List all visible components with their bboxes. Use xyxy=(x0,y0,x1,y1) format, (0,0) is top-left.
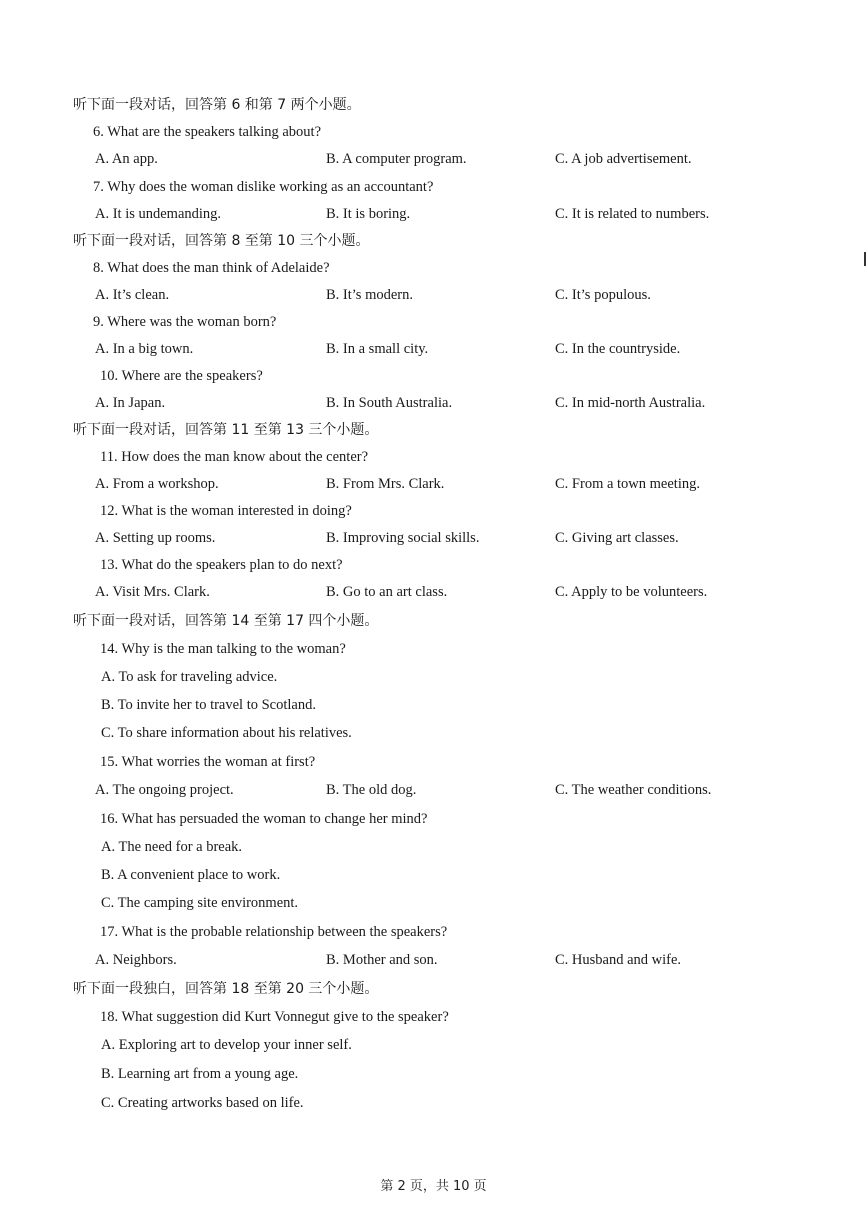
question-text: 8. What does the man think of Adelaide? xyxy=(93,260,330,276)
option-b: B. In South Australia. xyxy=(326,395,453,411)
option-c: C. Giving art classes. xyxy=(555,530,679,546)
option-c: C. Apply to be volunteers. xyxy=(555,584,708,600)
section-instruction-text: 听下面一段对话，回答第 8 至第 10 三个小题。 xyxy=(73,233,370,249)
question-text: 11. How does the man know about the center? xyxy=(100,449,369,465)
option-text: C. The camping site environment. xyxy=(101,895,299,911)
question-text: 16. What has persuaded the woman to change her mind? xyxy=(100,811,428,827)
section-instruction xyxy=(0,95,867,123)
answer-options-row xyxy=(0,780,867,808)
question-stem xyxy=(0,639,867,667)
option-a: A. In a big town. xyxy=(95,341,194,357)
option-text: B. Learning art from a young age. xyxy=(101,1066,299,1082)
option-a: A. Neighbors. xyxy=(95,952,177,968)
option-b: B. A computer program. xyxy=(326,151,467,167)
answer-option-line xyxy=(0,1035,867,1063)
question-text: 10. Where are the speakers? xyxy=(100,368,263,384)
answer-option-line xyxy=(0,723,867,751)
section-instruction-text: 听下面一段独白，回答第 18 至第 20 三个小题。 xyxy=(73,981,379,997)
option-c: C. In the countryside. xyxy=(555,341,681,357)
question-text: 12. What is the woman interested in doing? xyxy=(100,503,352,519)
section-instruction-text: 听下面一段对话，回答第 6 和第 7 两个小题。 xyxy=(73,97,361,113)
section-instruction xyxy=(0,979,867,1007)
answer-option-line xyxy=(0,667,867,695)
question-text: 6. What are the speakers talking about? xyxy=(93,124,322,140)
option-b: B. From Mrs. Clark. xyxy=(326,476,445,492)
option-c: C. It’s populous. xyxy=(555,287,651,303)
section-instruction xyxy=(0,231,867,259)
answer-option-line xyxy=(0,865,867,893)
answer-options-row xyxy=(0,582,867,610)
option-c: C. In mid-north Australia. xyxy=(555,395,706,411)
answer-option-line xyxy=(0,893,867,921)
option-text: B. To invite her to travel to Scotland. xyxy=(101,697,316,713)
question-stem xyxy=(0,922,867,950)
option-b: B. It is boring. xyxy=(326,206,411,222)
option-b: B. Improving social skills. xyxy=(326,530,480,546)
option-c: C. A job advertisement. xyxy=(555,151,692,167)
answer-option-line xyxy=(0,837,867,865)
option-text: C. Creating artworks based on life. xyxy=(101,1095,304,1111)
answer-options-row xyxy=(0,149,867,177)
option-a: A. Visit Mrs. Clark. xyxy=(95,584,210,600)
option-c: C. Husband and wife. xyxy=(555,952,682,968)
answer-options-row xyxy=(0,204,867,232)
question-stem xyxy=(0,752,867,780)
option-a: A. An app. xyxy=(95,151,158,167)
option-a: A. From a workshop. xyxy=(95,476,219,492)
option-b: B. The old dog. xyxy=(326,782,417,798)
section-instruction xyxy=(0,420,867,448)
question-stem xyxy=(0,501,867,529)
question-stem xyxy=(0,177,867,205)
question-text: 15. What worries the woman at first? xyxy=(100,754,316,770)
option-c: C. It is related to numbers. xyxy=(555,206,710,222)
question-stem xyxy=(0,258,867,286)
option-text: A. To ask for traveling advice. xyxy=(101,669,278,685)
question-text: 17. What is the probable relationship between the speakers? xyxy=(100,924,448,940)
question-text: 9. Where was the woman born? xyxy=(93,314,277,330)
option-c: C. From a town meeting. xyxy=(555,476,700,492)
option-b: B. It’s modern. xyxy=(326,287,413,303)
answer-option-line xyxy=(0,1093,867,1121)
answer-option-line xyxy=(0,1064,867,1092)
answer-options-row xyxy=(0,285,867,313)
question-stem xyxy=(0,447,867,475)
question-text: 13. What do the speakers plan to do next? xyxy=(100,557,343,573)
option-b: B. Mother and son. xyxy=(326,952,438,968)
answer-options-row xyxy=(0,393,867,421)
option-a: A. It is undemanding. xyxy=(95,206,222,222)
option-text: B. A convenient place to work. xyxy=(101,867,281,883)
option-b: B. Go to an art class. xyxy=(326,584,448,600)
answer-option-line xyxy=(0,695,867,723)
section-instruction-text: 听下面一段对话，回答第 11 至第 13 三个小题。 xyxy=(73,422,379,438)
option-text: C. To share information about his relatives. xyxy=(101,725,352,741)
option-text: A. Exploring art to develop your inner self. xyxy=(101,1037,352,1053)
question-stem xyxy=(0,366,867,394)
answer-options-row xyxy=(0,339,867,367)
question-text: 7. Why does the woman dislike working as an accountant? xyxy=(93,179,434,195)
question-stem xyxy=(0,809,867,837)
question-stem xyxy=(0,122,867,150)
answer-options-row xyxy=(0,950,867,978)
question-text: 14. Why is the man talking to the woman? xyxy=(100,641,346,657)
option-a: A. The ongoing project. xyxy=(95,782,234,798)
answer-options-row xyxy=(0,528,867,556)
page-footer: 第 2 页，共 10 页 xyxy=(380,1179,487,1194)
option-c: C. The weather conditions. xyxy=(555,782,712,798)
question-stem xyxy=(0,1007,867,1035)
scan-edge-mark xyxy=(864,252,866,266)
section-instruction xyxy=(0,611,867,639)
section-instruction-text: 听下面一段对话，回答第 14 至第 17 四个小题。 xyxy=(73,613,379,629)
option-b: B. In a small city. xyxy=(326,341,429,357)
question-stem xyxy=(0,312,867,340)
question-stem xyxy=(0,555,867,583)
option-a: A. In Japan. xyxy=(95,395,166,411)
option-a: A. It’s clean. xyxy=(95,287,170,303)
option-text: A. The need for a break. xyxy=(101,839,243,855)
option-a: A. Setting up rooms. xyxy=(95,530,216,546)
answer-options-row xyxy=(0,474,867,502)
question-text: 18. What suggestion did Kurt Vonnegut give to the speaker? xyxy=(100,1009,449,1025)
